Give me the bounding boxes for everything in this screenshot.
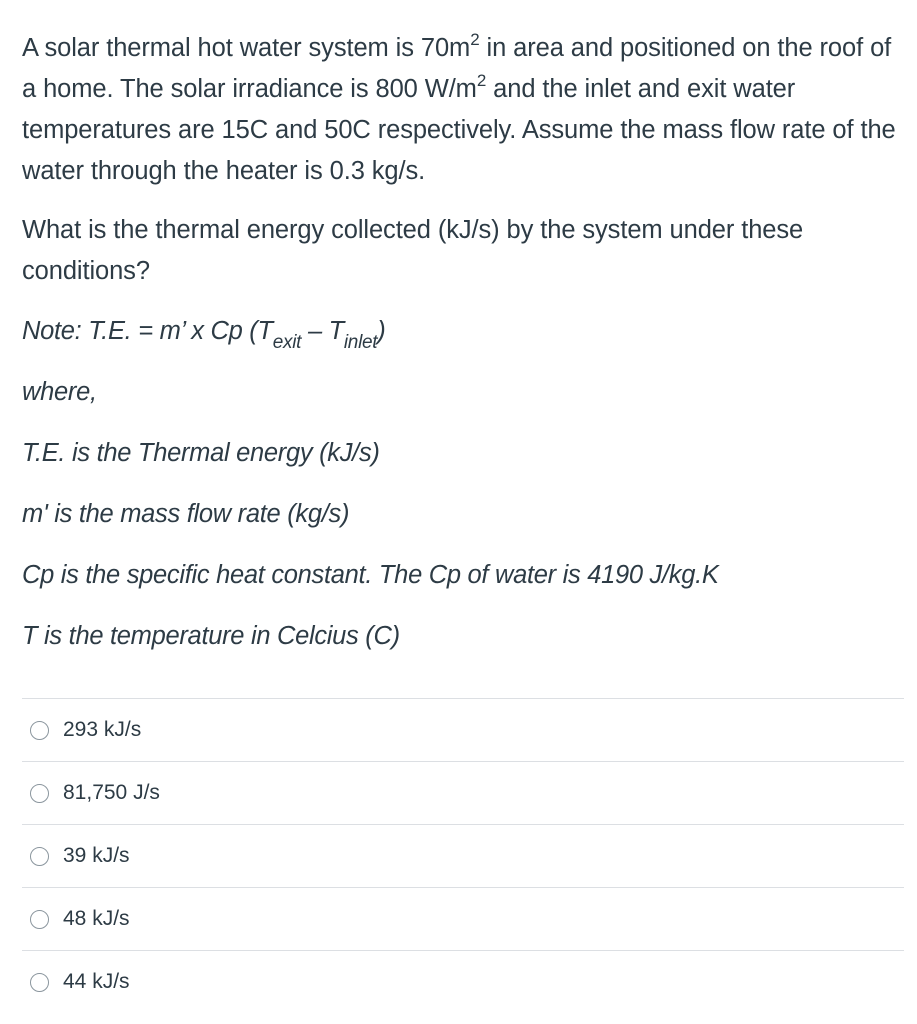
definition-cp: Cp is the specific heat constant. The Cp of water is 4190 J/kg.K bbox=[22, 561, 719, 589]
question-text-part: and the inlet and exit water temperatures are 15C and 50C respectively. Assume the mass flow rate of the water through the heater is 0.3 kg/s. bbox=[22, 75, 896, 185]
answer-option[interactable] bbox=[22, 825, 904, 888]
formula-part: – T bbox=[301, 317, 344, 345]
answer-option[interactable] bbox=[22, 762, 904, 825]
definition-t: T is the temperature in Celcius (C) bbox=[22, 622, 400, 650]
radio-button-icon[interactable] bbox=[30, 847, 49, 866]
answer-list bbox=[22, 698, 904, 1013]
answer-label[interactable]: 293 kJ/s bbox=[63, 718, 142, 741]
answer-option[interactable] bbox=[22, 888, 904, 951]
where-label: where, bbox=[22, 378, 97, 406]
definition-te: T.E. is the Thermal energy (kJ/s) bbox=[22, 439, 380, 467]
radio-button-icon[interactable] bbox=[30, 721, 49, 740]
radio-button-icon[interactable] bbox=[30, 973, 49, 992]
answer-label[interactable]: 81,750 J/s bbox=[63, 781, 160, 804]
answer-option[interactable] bbox=[22, 951, 904, 1013]
formula-part: Note: T.E. = m’ x Cp (T bbox=[22, 317, 273, 345]
subscript-exit: exit bbox=[272, 332, 302, 354]
question-paragraph-1 bbox=[22, 28, 902, 192]
question-text bbox=[22, 28, 902, 657]
definition-m: m' is the mass flow rate (kg/s) bbox=[22, 500, 350, 528]
answer-label[interactable]: 44 kJ/s bbox=[63, 970, 130, 993]
superscript: 2 bbox=[470, 29, 480, 49]
question-text-part: A solar thermal hot water system is 70m bbox=[22, 34, 471, 62]
subscript-inlet: inlet bbox=[343, 332, 378, 354]
formula-part: ) bbox=[377, 317, 386, 345]
radio-button-icon[interactable] bbox=[30, 910, 49, 929]
radio-button-icon[interactable] bbox=[30, 784, 49, 803]
superscript: 2 bbox=[476, 70, 487, 90]
formula-note bbox=[22, 311, 902, 352]
question-text-part: in area and positioned on the roof of a home. The solar irradiance is 800 W/m bbox=[22, 34, 892, 103]
answer-option[interactable] bbox=[22, 699, 904, 762]
question-paragraph-2: What is the thermal energy collected (kJ/s) by the system under these conditions? bbox=[22, 216, 804, 285]
answer-label[interactable]: 39 kJ/s bbox=[63, 844, 130, 867]
answer-label[interactable]: 48 kJ/s bbox=[63, 907, 130, 930]
